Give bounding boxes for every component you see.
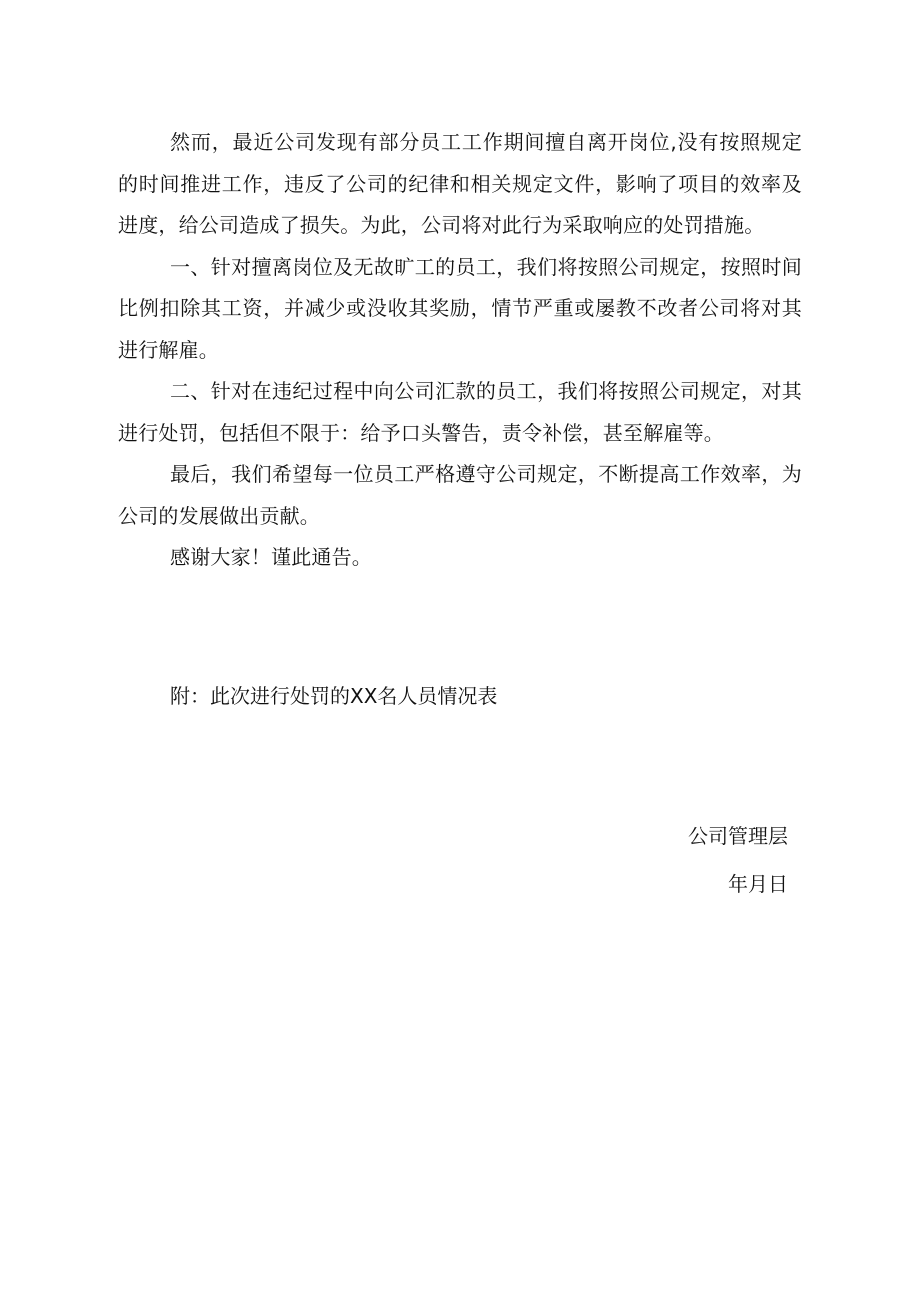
notice-body	[118, 122, 802, 579]
attachment-note: 附：此次进行处罚的XX名人员情况表	[170, 684, 498, 708]
paragraph-thanks: 感谢大家！谨此通告。	[170, 545, 372, 569]
signature-block	[688, 812, 788, 908]
paragraph-penalty-absence: 一、针对擅离岗位及无故旷工的员工，我们将按照公司规定，按照时间比例扣除其工资，并减少或没收其奖励，情节严重或屡教不改者公司将对其进行解雇。	[118, 254, 802, 362]
paragraph-intro: 然而，最近公司发现有部分员工工作期间擅自离开岗位,没有按照规定的时间推进工作，违反了公司的纪律和相关规定文件，影响了项目的效率及进度，给公司造成了损失。为此，公司将对此行为采取响应的处罚措施。	[118, 130, 802, 237]
paragraph-penalty-remittance: 二、针对在违纪过程中向公司汇款的员工，我们将按照公司规定，对其进行处罚，包括但不限于：给予口头警告，责令补偿，甚至解雇等。	[118, 379, 802, 445]
paragraph-closing: 最后，我们希望每一位员工严格遵守公司规定，不断提高工作效率，为公司的发展做出贡献。	[118, 462, 802, 528]
signature-date: 年月日	[728, 872, 788, 896]
signature-organization: 公司管理层	[688, 824, 788, 848]
